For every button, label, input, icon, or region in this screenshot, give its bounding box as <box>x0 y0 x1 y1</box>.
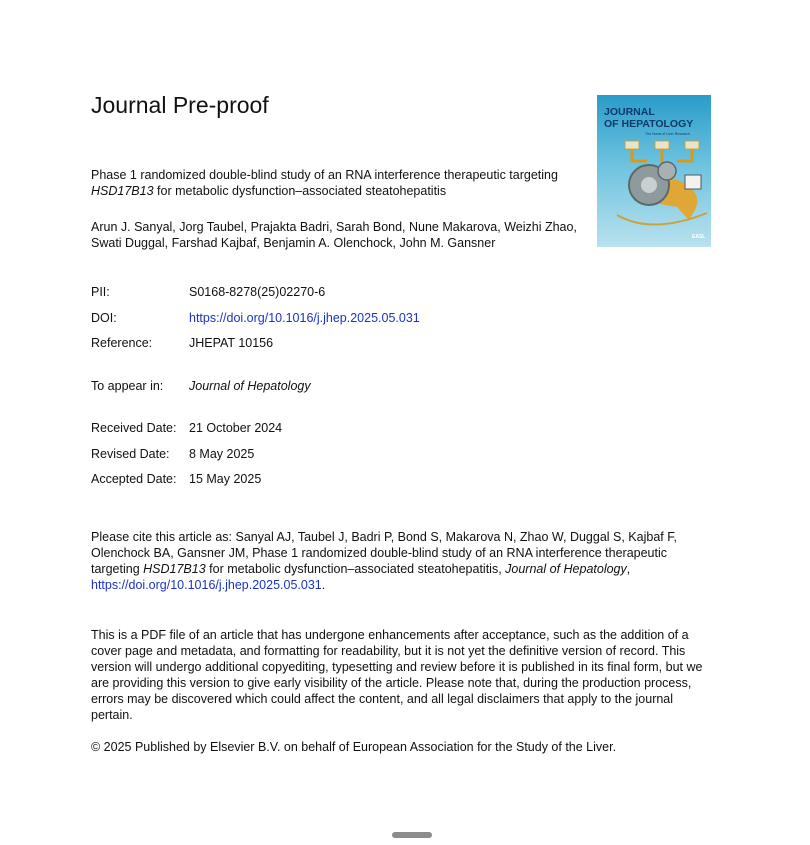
scroll-handle[interactable] <box>392 832 432 838</box>
pre-proof-notice: This is a PDF file of an article that has undergone enhancements after acceptance, such as the addition of a cover page and metadata, and formatting for readability, but it is not yet the definitive version of record. This version will undergo additional copyediting, typesetting and review before it is published in its final form, but we are providing this version to give early visibility of the article. Please note that, during the production process, errors may be discovered which could affect the content, and all legal disclaimers that apply to the journal pertain. <box>91 628 703 722</box>
cover-title-line1: JOURNAL <box>604 106 655 118</box>
accepted-date-value: 15 May 2025 <box>189 472 262 486</box>
pii-value: S0168-8278(25)02270-6 <box>189 285 326 299</box>
revised-date-label: Revised Date: <box>91 447 170 461</box>
citation-paragraph <box>91 529 711 593</box>
reference-value: JHEPAT 10156 <box>189 336 274 350</box>
article-title-part2: for metabolic dysfunction–associated steatohepatitis <box>153 184 447 198</box>
article-authors: Arun J. Sanyal, Jorg Taubel, Prajakta Badri, Sarah Bond, Nune Makarova, Weizhi Zhao, Swati Duggal, Farshad Kajbaf, Benjamin A. Olenchock, John M. Gansner <box>91 220 577 250</box>
cover-publisher-logo: EASL <box>692 234 706 240</box>
copyright-notice: © 2025 Published by Elsevier B.V. on behalf of European Association for the Study of the Liver. <box>91 740 617 754</box>
citation-part2: for metabolic dysfunction–associated steatohepatitis, <box>205 562 506 576</box>
revised-date-value: 8 May 2025 <box>189 447 255 461</box>
doi-label: DOI: <box>91 311 117 325</box>
citation-part1: Please cite this article as: Sanyal AJ, Taubel J, Badri P, Bond S, Makarova N, Zhao W, Duggal S, Kajbaf F, Olenchock BA, Gansner JM, Phase 1 randomized double-blind study of an RNA interference therapeutic targeting <box>91 530 677 576</box>
citation-journal: Journal of Hepatology <box>505 562 627 576</box>
article-title-gene: HSD17B13 <box>91 184 154 198</box>
page-title: Journal Pre-proof <box>91 92 269 118</box>
appear-in-value: Journal of Hepatology <box>189 379 311 393</box>
article-title <box>91 167 591 199</box>
accepted-date-label: Accepted Date: <box>91 472 177 486</box>
citation-doi-link[interactable]: https://doi.org/10.1016/j.jhep.2025.05.031 <box>91 578 322 592</box>
appear-in-label: To appear in: <box>91 379 164 393</box>
citation-end: . <box>321 578 326 592</box>
citation-gene: HSD17B13 <box>143 562 206 576</box>
citation-sep: , <box>626 562 631 576</box>
received-date-value: 21 October 2024 <box>189 421 283 435</box>
cover-subtitle: The Home of Liver Research <box>645 132 690 136</box>
received-date-label: Received Date: <box>91 421 177 435</box>
pii-label: PII: <box>91 285 110 299</box>
journal-cover-image <box>597 95 711 247</box>
cover-title-line2: OF HEPATOLOGY <box>604 118 694 130</box>
reference-label: Reference: <box>91 336 153 350</box>
doi-link[interactable]: https://doi.org/10.1016/j.jhep.2025.05.031 <box>189 311 420 325</box>
article-title-part1: Phase 1 randomized double-blind study of an RNA interference therapeutic targeting <box>91 168 558 182</box>
